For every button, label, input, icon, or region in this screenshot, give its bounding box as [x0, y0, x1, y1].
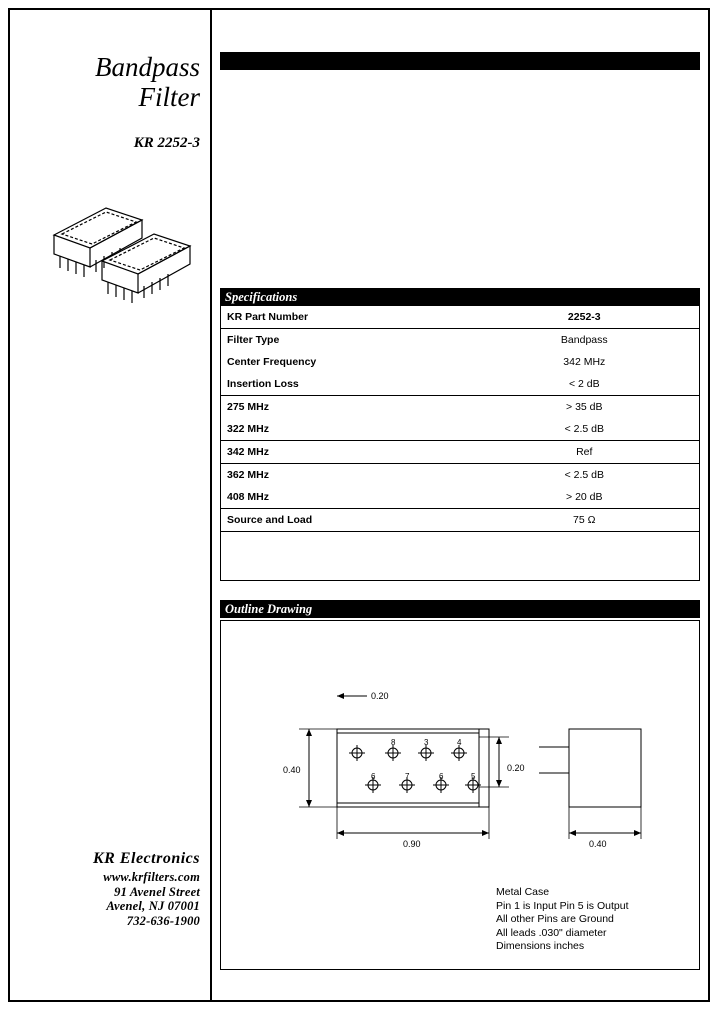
package-illustration [40, 180, 200, 330]
outline-drawing-header: Outline Drawing [220, 600, 700, 618]
spec-label: 362 MHz [227, 469, 270, 481]
spec-label: Filter Type [227, 334, 280, 346]
product-title-line2: Filter [138, 82, 200, 112]
note-line: All leads .030" diameter [496, 926, 607, 939]
left-column [10, 10, 210, 1000]
dim-left-label: 0.40 [283, 765, 301, 775]
spec-value: 2252-3 [470, 306, 699, 329]
spec-value: Ref [470, 441, 699, 464]
outline-drawing-panel [220, 620, 700, 970]
spec-label: Insertion Loss [221, 373, 470, 396]
header-bar [220, 52, 700, 70]
spec-label: 342 MHz [221, 441, 470, 464]
spec-label: 275 MHz [227, 401, 270, 413]
company-phone: 732-636-1900 [126, 913, 200, 928]
company-website[interactable]: www.krfilters.com [103, 870, 200, 884]
table-row-spacer [221, 532, 699, 581]
spec-label: Center Frequency [227, 356, 317, 368]
spec-value: Bandpass [560, 334, 608, 346]
pin-label: 6 [371, 772, 376, 781]
spec-label: 322 MHz [221, 418, 470, 441]
pin-label: 6 [439, 772, 444, 781]
spec-value: < 2 dB [470, 373, 699, 396]
table-row [221, 351, 699, 373]
company-info [10, 850, 200, 928]
table-row [221, 306, 699, 329]
note-line: All other Pins are Ground [496, 913, 614, 925]
table-row [221, 441, 699, 464]
dim-bottom-label: 0.90 [403, 839, 421, 849]
pin-label: 7 [405, 772, 410, 781]
dim-top-label: 0.20 [371, 691, 389, 701]
spec-value: < 2.5 dB [470, 418, 699, 441]
table-row [221, 464, 699, 487]
specifications-header: Specifications [220, 288, 700, 306]
table-row [221, 329, 699, 352]
spec-value: > 20 dB [470, 486, 699, 509]
spec-value: 342 MHz [563, 356, 606, 368]
note-line: Pin 1 is Input Pin 5 is Output [496, 899, 629, 912]
spec-label: KR Part Number [221, 306, 470, 329]
product-title-line1: Bandpass [94, 52, 200, 82]
spec-label: Source and Load [221, 509, 470, 532]
dim-right-label: 0.20 [507, 763, 525, 773]
pin-label: 3 [424, 738, 429, 747]
specifications-table [220, 306, 700, 581]
dim-side-label: 0.40 [589, 839, 607, 849]
pin-label: 8 [391, 738, 396, 747]
company-name: KR Electronics [92, 850, 200, 867]
note-line: Dimensions inches [496, 940, 585, 952]
pin-label: 4 [457, 738, 462, 747]
table-row [221, 509, 699, 532]
note-line: Metal Case [496, 886, 550, 898]
table-row [221, 396, 699, 419]
table-row [221, 486, 699, 509]
spec-value: < 2.5 dB [564, 469, 604, 481]
part-number: KR 2252-3 [133, 135, 200, 151]
company-address-line1: 91 Avenel Street [114, 884, 200, 899]
right-column [212, 10, 708, 1000]
spec-value: > 35 dB [566, 401, 603, 413]
spec-value: 75 Ω [470, 509, 699, 532]
pin-label: 5 [471, 772, 476, 781]
drawing-notes [496, 886, 629, 954]
table-row [221, 373, 699, 396]
page-title [10, 52, 200, 112]
spec-label: 408 MHz [221, 486, 470, 509]
company-address-line2: Avenel, NJ 07001 [106, 899, 200, 913]
datasheet-page [8, 8, 710, 1002]
table-row [221, 418, 699, 441]
